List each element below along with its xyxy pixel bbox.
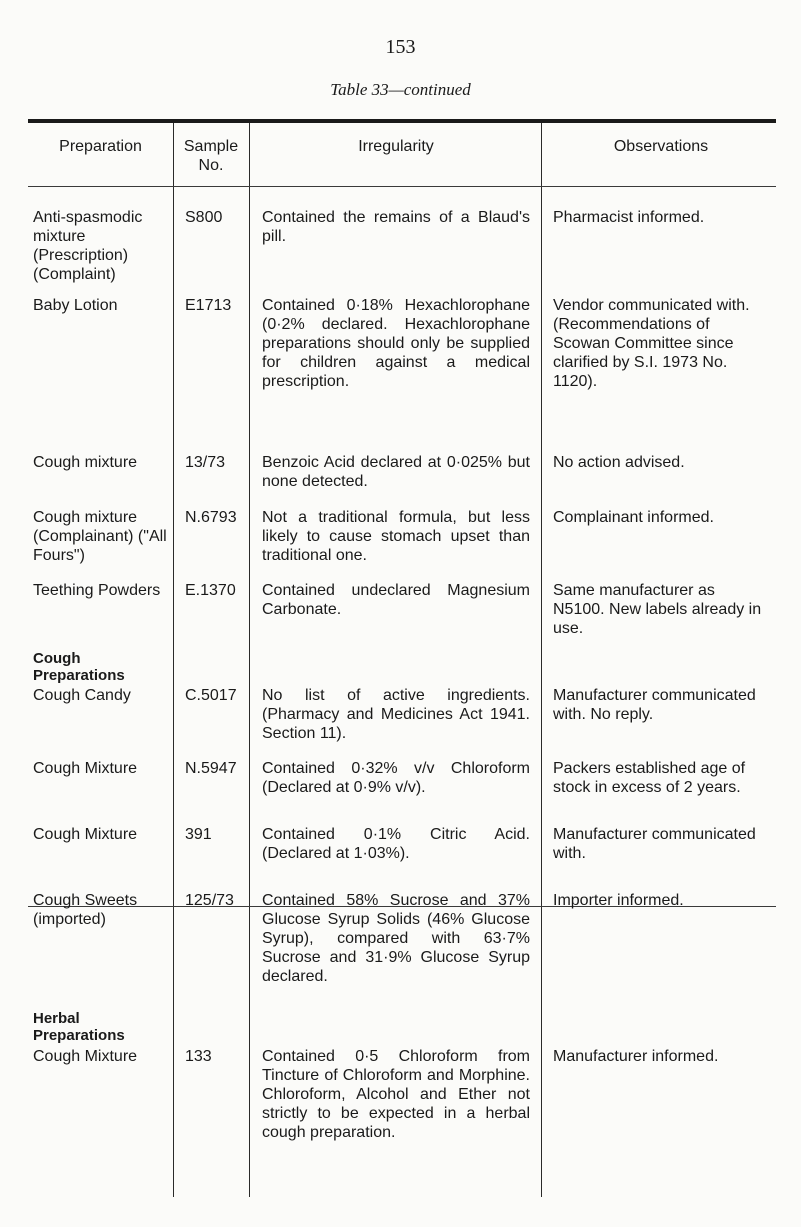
- page-number: 153: [385, 36, 416, 58]
- sample-cell: 125/73: [185, 892, 234, 909]
- sample-cell: C.5017: [185, 687, 237, 704]
- header-preparation: Preparation: [59, 138, 142, 155]
- irregularity-cell: Contained the remains of a Blaud's pill.: [262, 209, 530, 245]
- header-observations: Observations: [613, 138, 709, 155]
- sample-cell: 13/73: [185, 454, 226, 471]
- irregularity-cell: Contained 58% Sucrose and 37% Glucose Syrup Solids (46% Glucose Syrup), compared with 63·7% Sucrose and 31·9% Glucose Syrup declared.: [262, 892, 530, 985]
- header-sample-line2: No.: [198, 157, 224, 174]
- preparation-cell: Cough mixture (Complainant) ("All Fours"): [33, 509, 167, 564]
- observations-cell: Pharmacist informed.: [553, 209, 705, 226]
- observations-cell: Manufacturer informed.: [553, 1048, 719, 1065]
- sample-cell: S800: [185, 209, 223, 226]
- observations-cell: Packers established age of stock in excess of 2 years.: [553, 760, 746, 796]
- observations-cell: Vendor communicated with. (Recommendations of Scowan Committee since clarified by S.I. 1973 No. 1120).: [553, 297, 750, 390]
- observations-cell: No action advised.: [553, 454, 685, 471]
- observations-cell: Manufacturer communicated with. No reply.: [553, 687, 756, 723]
- preparation-cell: Baby Lotion: [33, 297, 118, 314]
- table-caption: Table 33—continued: [330, 80, 471, 99]
- irregularity-cell: Contained 0·5 Chloroform from Tincture of Chloroform and Morphine. Chloroform, Alcohol and Ether not strictly to be expected in a herbal cough preparation.: [262, 1048, 530, 1141]
- sample-cell: E.1370: [185, 582, 236, 599]
- header-sample: [178, 137, 244, 175]
- preparation-cell: Anti-spasmodic mixture (Prescription) (Complaint): [33, 209, 143, 283]
- header-rule: [28, 186, 776, 187]
- observations-cell: Same manufacturer as N5100. New labels already in use.: [553, 582, 762, 637]
- irregularity-cell: Contained 0·18% Hexachlorophane (0·2% declared. Hexachlorophane preparations should only be supplied for children against a medical prescription.: [262, 297, 530, 390]
- irregularity-cell: Not a traditional formula, but less likely to cause stomach upset than traditional one.: [262, 509, 530, 564]
- observations-cell: Complainant informed.: [553, 509, 714, 526]
- column-divider: [249, 123, 250, 1197]
- sample-cell: E1713: [185, 297, 232, 314]
- column-divider: [541, 123, 542, 1197]
- header-irregularity: Irregularity: [358, 138, 434, 155]
- preparation-cell: Teething Powders: [33, 582, 161, 599]
- observations-cell: Manufacturer communicated with.: [553, 826, 756, 862]
- preparation-cell: Cough Sweets (imported): [33, 892, 138, 928]
- sample-cell: 133: [185, 1048, 212, 1065]
- preparation-cell: Cough mixture: [33, 454, 138, 471]
- header-sample-line1: Sample: [183, 138, 239, 155]
- preparation-cell: Cough Candy: [33, 687, 131, 704]
- top-rule: [28, 119, 776, 123]
- section-heading: Cough Preparations: [33, 650, 125, 684]
- preparation-cell: Cough Mixture: [33, 826, 138, 843]
- sample-cell: 391: [185, 826, 212, 843]
- preparation-cell: Cough Mixture: [33, 1048, 138, 1065]
- irregularity-cell: No list of active ingredients. (Pharmacy and Medicines Act 1941. Section 11).: [262, 687, 530, 742]
- irregularity-cell: Benzoic Acid declared at 0·025% but none detected.: [262, 454, 530, 490]
- irregularity-cell: Contained undeclared Magnesium Carbonate.: [262, 582, 530, 618]
- sample-cell: N.5947: [185, 760, 237, 777]
- section-heading: Herbal Preparations: [33, 1010, 125, 1044]
- irregularity-cell: Contained 0·32% v/v Chloroform (Declared at 0·9% v/v).: [262, 760, 530, 796]
- irregularity-cell: Contained 0·1% Citric Acid. (Declared at 1·03%).: [262, 826, 530, 862]
- column-divider: [173, 123, 174, 1197]
- preparation-cell: Cough Mixture: [33, 760, 138, 777]
- sample-cell: N.6793: [185, 509, 237, 526]
- observations-cell: Importer informed.: [553, 892, 684, 909]
